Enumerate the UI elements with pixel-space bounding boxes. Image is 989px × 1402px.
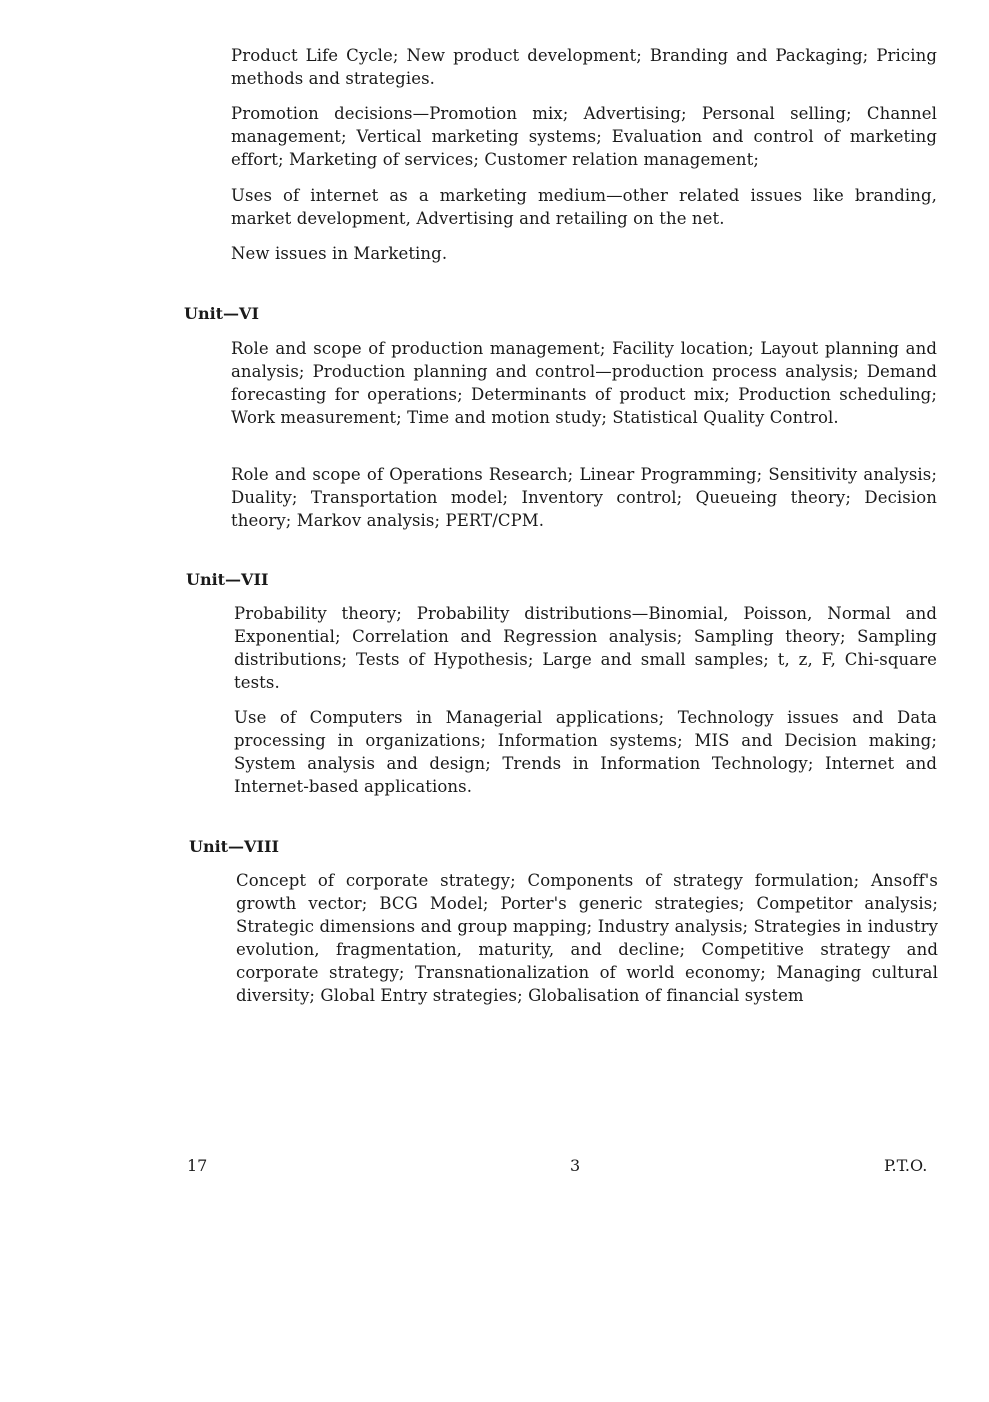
footer-code: 17: [187, 1156, 208, 1175]
intro-paragraph-2: Promotion decisions—Promotion mix; Advertising; Personal selling; Channel management; Vertical marketing systems; Evaluation and control of marketing effort; Marketing of services; Customer relation management;: [231, 104, 937, 169]
unit-vi-paragraph-1: Role and scope of production management; Facility location; Layout planning and analysis; Production planning and control—production process analysis; Demand forecasting for operations; Determinants of product mix; Production scheduling; Work measurement; Time and motion study; Statistical Quality Control.: [231, 339, 937, 427]
intro-paragraph-1: Product Life Cycle; New product development; Branding and Packaging; Pricing methods and strategies.: [231, 46, 937, 88]
footer-pto: P.T.O.: [884, 1156, 928, 1175]
unit-vi-heading: Unit—VI: [184, 304, 259, 323]
intro-paragraph-3: Uses of internet as a marketing medium—other related issues like branding, market development, Advertising and retailing on the net.: [231, 186, 937, 228]
intro-paragraph-4: New issues in Marketing.: [231, 244, 448, 263]
unit-vii-paragraph-1: Probability theory; Probability distributions—Binomial, Poisson, Normal and Exponential; Correlation and Regression analysis; Sampling theory; Sampling distributions; Tests of Hypothesis; Large and small samples; t, z, F, Chi-square tests.: [234, 604, 937, 692]
unit-viii-heading: Unit—VIII: [189, 837, 279, 856]
unit-vii-paragraph-2: Use of Computers in Managerial applications; Technology issues and Data processing in organizations; Information systems; MIS and Decision making; System analysis and design; Trends in Information Technology; Internet and Internet-based applications.: [234, 708, 937, 796]
unit-vi-paragraph-2: Role and scope of Operations Research; Linear Programming; Sensitivity analysis; Duality; Transportation model; Inventory control; Queueing theory; Decision theory; Markov analysis; PERT/CPM.: [231, 465, 937, 530]
unit-vii-heading: Unit—VII: [186, 570, 269, 589]
footer-page-number: 3: [570, 1156, 581, 1175]
unit-viii-paragraph-1: Concept of corporate strategy; Components of strategy formulation; Ansoff's growth vector; BCG Model; Porter's generic strategies; Competitor analysis; Strategic dimensions and group mapping; Industry analysis; Strategies in industry evolution, fragmentation, maturity, and decline; Competitive strategy and corporate strategy; Transnationalization of world economy; Managing cultural diversity; Global Entry strategies; Globalisation of financial system: [236, 871, 938, 1005]
